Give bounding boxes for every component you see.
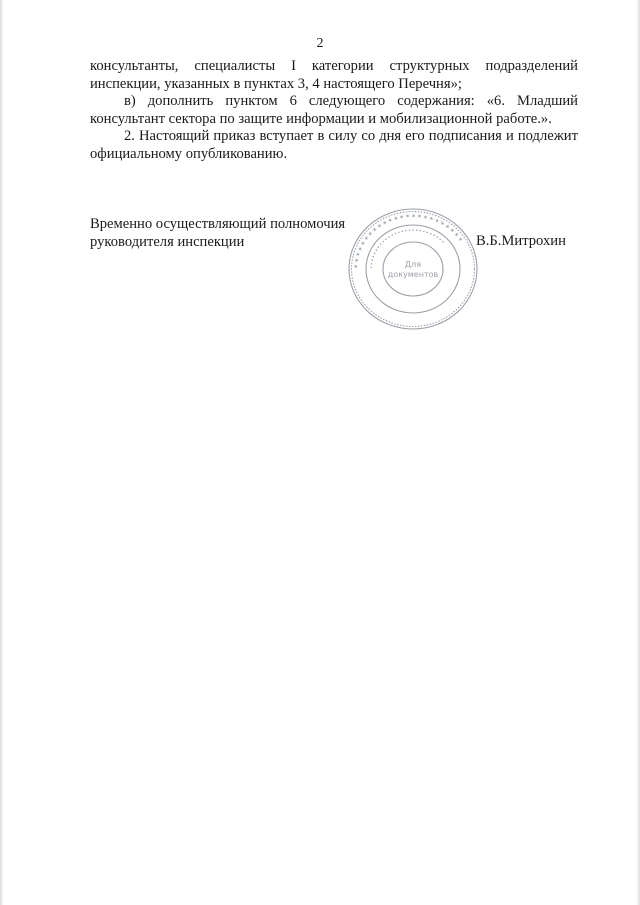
document-body — [90, 58, 578, 164]
seal-inner-ring — [383, 242, 443, 296]
page-number: 2 — [316, 36, 324, 51]
seal-middle-ring — [366, 225, 460, 313]
paragraph-item-v: в) дополнить пунктом 6 следующего содержания: «6. Младший консультант сектора по защите информации и мобилизационной работе.». — [90, 93, 578, 127]
official-seal — [344, 203, 482, 335]
signatory-position-line-2: руководителя инспекции — [90, 233, 245, 250]
signatory-position-line-1: Временно осуществляющий полномочия — [90, 216, 346, 232]
seal-inner-lettering: ••••••••••••••••••••••••••• — [368, 227, 446, 270]
seal-center-text-1: Для — [404, 260, 422, 269]
signatory-position — [90, 216, 380, 251]
paragraph-continuation: консультанты, специалисты I категории структурных подразделений инспекции, указанных в пунктах 3, 4 настоящего Перечня»; — [90, 58, 578, 92]
seal-outer-ring — [349, 209, 477, 329]
seal-outer-lettering: ✶✶✶✶✶✶✶✶✶✶✶✶✶✶✶✶✶✶✶✶✶✶✶✶ — [352, 212, 465, 270]
paragraph-item-2: 2. Настоящий приказ вступает в силу со дня его подписания и подлежит официальному опубликованию. — [90, 128, 578, 162]
scan-edge-right — [636, 0, 640, 905]
signatory-name: В.Б.Митрохин — [476, 233, 566, 249]
seal-center-text-2: документов — [387, 270, 439, 279]
scan-edge-left — [0, 0, 4, 905]
